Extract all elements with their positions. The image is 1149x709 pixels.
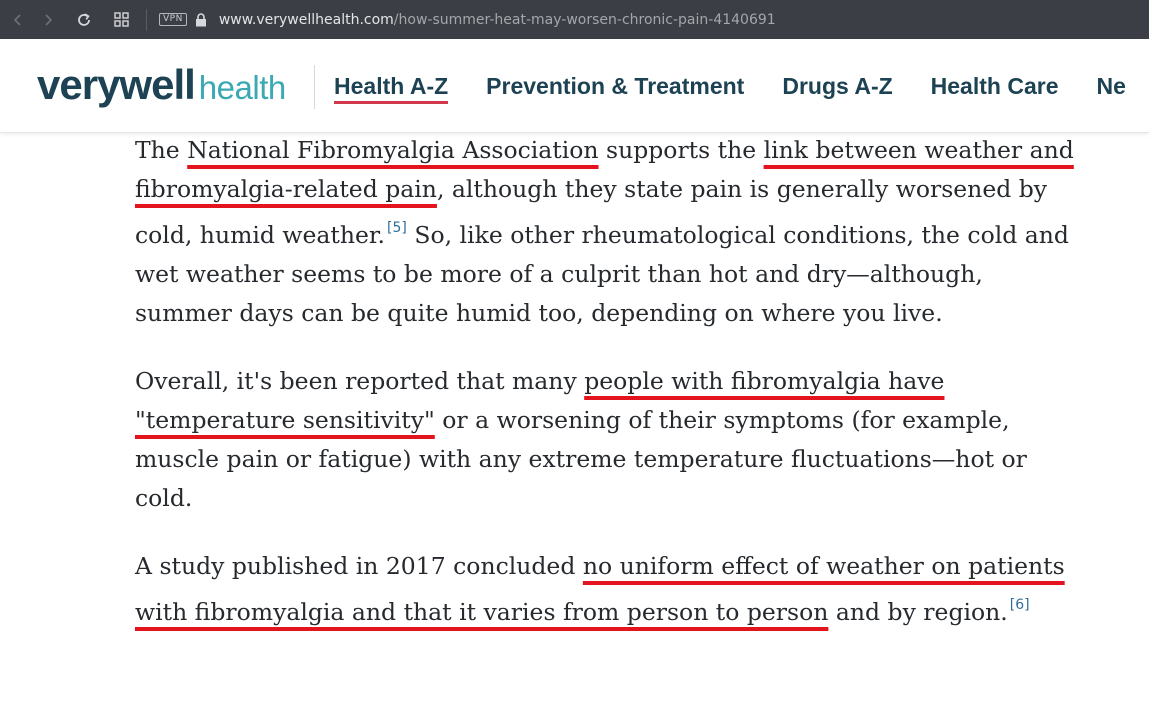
vpn-badge[interactable]: VPN	[159, 13, 187, 26]
text: supports the	[598, 136, 764, 164]
text: , although they state pain is generally worsened by cold, humid weather.	[135, 175, 1048, 249]
link-national-fibromyalgia-association[interactable]: National Fibromyalgia Association	[187, 136, 599, 164]
back-icon[interactable]	[6, 8, 30, 32]
text: Overall, it's been reported that many	[135, 367, 585, 395]
browser-toolbar	[0, 0, 1149, 39]
text: The	[135, 136, 188, 164]
speed-dial-icon[interactable]	[110, 8, 134, 32]
logo-secondary: health	[198, 69, 286, 106]
citation-5[interactable]: [5]	[387, 220, 407, 236]
text: or a worsening of their symptoms (for example, muscle pain or fatigue) with any extreme temperature fluctuations—hot or cold.	[135, 406, 1027, 512]
text: So, like other rheumatological conditions, the cold and wet weather seems to be more of a culprit than hot and dry—although, summer days can be quite humid too, depending on where you live.	[135, 221, 1069, 327]
paragraph-1	[135, 131, 1075, 333]
text: A study published in 2017 concluded	[135, 552, 583, 580]
paragraph-3	[135, 547, 1075, 632]
nav-drugs-a-z[interactable]: Drugs A-Z	[782, 73, 893, 99]
nav-health-care[interactable]: Health Care	[930, 73, 1059, 99]
highlight-no-uniform-effect: no uniform effect of weather on patients with fibromyalgia and that it varies from person to person	[135, 552, 1065, 626]
address-bar[interactable]	[219, 12, 776, 28]
nav-more[interactable]: Ne	[1096, 73, 1126, 99]
toolbar-divider	[146, 9, 147, 31]
site-header	[0, 39, 1149, 133]
forward-icon[interactable]	[36, 8, 60, 32]
highlight-weather-link: link between weather and fibromyalgia-related pain	[135, 136, 1074, 203]
logo-primary: verywell	[37, 61, 195, 108]
paragraph-2	[135, 362, 1075, 518]
reload-icon[interactable]	[72, 8, 96, 32]
article-body	[135, 131, 1075, 632]
highlight-temperature-sensitivity: people with fibromyalgia have "temperature sensitivity"	[135, 367, 945, 434]
header-divider	[314, 65, 315, 109]
main-nav	[334, 39, 1149, 133]
nav-prevention-treatment[interactable]: Prevention & Treatment	[486, 73, 745, 99]
lock-icon[interactable]	[195, 13, 207, 27]
url-path: /how-summer-heat-may-worsen-chronic-pain-4140691	[393, 11, 776, 28]
url-host: www.verywellhealth.com	[218, 11, 394, 28]
site-logo[interactable]	[37, 61, 286, 111]
citation-6[interactable]: [6]	[1009, 597, 1030, 613]
nav-health-a-z[interactable]: Health A-Z	[334, 39, 448, 133]
text: and by region.	[828, 598, 1008, 626]
